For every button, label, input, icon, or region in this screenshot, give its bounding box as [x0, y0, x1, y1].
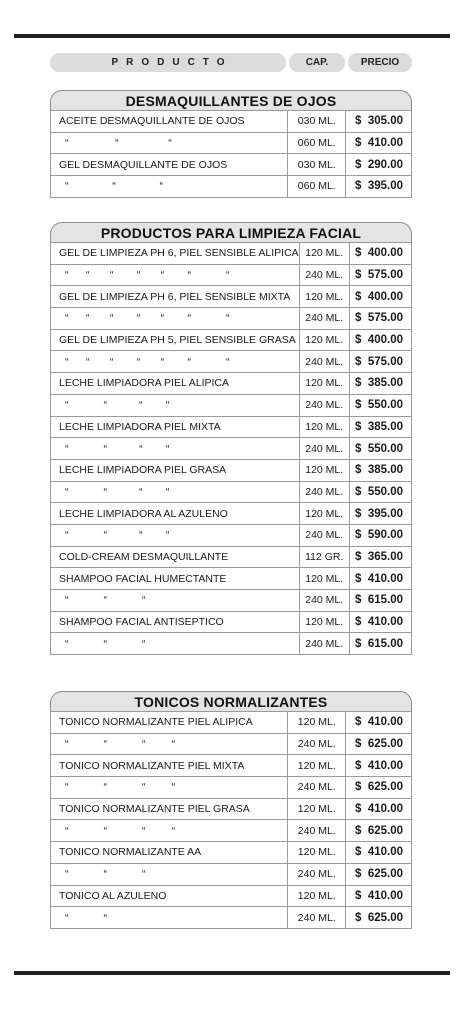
product-name: “ “ “ “	[51, 820, 288, 842]
capacity: 240 ML.	[288, 907, 346, 929]
capacity: 030 ML.	[288, 154, 346, 176]
capacity: 120 ML.	[288, 842, 346, 864]
table-row	[51, 798, 412, 820]
capacity: 120 ML.	[299, 373, 349, 395]
capacity: 120 ML.	[299, 286, 349, 308]
price: $ 410.00	[349, 611, 411, 633]
product-name: “ “ “ “ “ “ “	[51, 308, 300, 330]
product-name: ACEITE DESMAQUILLANTE DE OJOS	[51, 111, 288, 133]
capacity: 240 ML.	[299, 394, 349, 416]
table-row	[51, 176, 412, 198]
price: $ 625.00	[346, 777, 412, 799]
price: $ 365.00	[349, 546, 411, 568]
capacity: 240 ML.	[299, 524, 349, 546]
product-name: LECHE LIMPIADORA PIEL GRASA	[51, 459, 300, 481]
capacity: 240 ML.	[288, 820, 346, 842]
product-name: “ “ “ “	[51, 438, 300, 460]
table-row	[51, 633, 412, 655]
table-row	[51, 885, 412, 907]
capacity: 120 ML.	[299, 503, 349, 525]
capacity: 120 ML.	[299, 416, 349, 438]
table-row	[51, 755, 412, 777]
table-row	[51, 503, 412, 525]
price: $ 550.00	[349, 394, 411, 416]
table-row	[51, 264, 412, 286]
product-name: SHAMPOO FACIAL HUMECTANTE	[51, 568, 300, 590]
capacity: 060 ML.	[288, 176, 346, 198]
capacity: 240 ML.	[299, 590, 349, 612]
header-cap: CAP.	[289, 53, 345, 72]
price: $ 290.00	[346, 154, 412, 176]
capacity: 120 ML.	[299, 459, 349, 481]
header-precio: PRECIO	[348, 53, 412, 72]
product-name: TONICO AL AZULENO	[51, 885, 288, 907]
capacity: 240 ML.	[288, 777, 346, 799]
price: $ 575.00	[349, 264, 411, 286]
table-row	[51, 373, 412, 395]
capacity: 240 ML.	[299, 264, 349, 286]
table-row	[51, 132, 412, 154]
table-row	[51, 712, 412, 734]
product-name: “ “ “ “	[51, 481, 300, 503]
top-rule	[14, 34, 450, 38]
price: $ 410.00	[346, 132, 412, 154]
section-title: TONICOS NORMALIZANTES	[50, 691, 412, 711]
product-name: “ “ “ “ “ “ “	[51, 351, 300, 373]
product-name: “ “ “ “	[51, 733, 288, 755]
price: $ 625.00	[346, 820, 412, 842]
capacity: 240 ML.	[288, 733, 346, 755]
table-row	[51, 863, 412, 885]
product-name: “ “ “ “	[51, 524, 300, 546]
price: $ 575.00	[349, 308, 411, 330]
table-row	[51, 243, 412, 265]
capacity: 240 ML.	[288, 863, 346, 885]
product-name: “ “ “ “	[51, 394, 300, 416]
product-name: “ “ “ “ “ “ “	[51, 264, 300, 286]
product-name: “ “ “	[51, 863, 288, 885]
bottom-rule	[14, 971, 450, 975]
price: $ 395.00	[346, 176, 412, 198]
table-row	[51, 329, 412, 351]
product-name: TONICO NORMALIZANTE PIEL GRASA	[51, 798, 288, 820]
product-name: LECHE LIMPIADORA AL AZULENO	[51, 503, 300, 525]
price: $ 410.00	[346, 798, 412, 820]
price: $ 400.00	[349, 243, 411, 265]
capacity: 030 ML.	[288, 111, 346, 133]
table-row	[51, 351, 412, 373]
capacity: 120 ML.	[299, 568, 349, 590]
price: $ 625.00	[346, 863, 412, 885]
product-name: TONICO NORMALIZANTE AA	[51, 842, 288, 864]
price: $ 590.00	[349, 524, 411, 546]
capacity: 120 ML.	[288, 885, 346, 907]
capacity: 120 ML.	[288, 798, 346, 820]
price: $ 625.00	[346, 733, 412, 755]
price: $ 400.00	[349, 329, 411, 351]
table-row	[51, 568, 412, 590]
capacity: 240 ML.	[299, 481, 349, 503]
price: $ 575.00	[349, 351, 411, 373]
price: $ 625.00	[346, 907, 412, 929]
table-row	[51, 416, 412, 438]
price: $ 615.00	[349, 590, 411, 612]
table-row	[51, 286, 412, 308]
table-row	[51, 524, 412, 546]
capacity: 240 ML.	[299, 308, 349, 330]
price: $ 550.00	[349, 481, 411, 503]
table-row	[51, 907, 412, 929]
price: $ 410.00	[346, 842, 412, 864]
product-name: “ “ “	[51, 633, 300, 655]
table-row	[51, 308, 412, 330]
capacity: 120 ML.	[288, 755, 346, 777]
product-name: “ “ “ “	[51, 777, 288, 799]
capacity: 060 ML.	[288, 132, 346, 154]
price: $ 410.00	[349, 568, 411, 590]
product-name: GEL DE LIMPIEZA PH 5, PIEL SENSIBLE GRASA	[51, 329, 300, 351]
table-row	[51, 842, 412, 864]
product-name: COLD-CREAM DESMAQUILLANTE	[51, 546, 300, 568]
price: $ 385.00	[349, 459, 411, 481]
product-name: LECHE LIMPIADORA PIEL ALIPICA	[51, 373, 300, 395]
product-name: “ “ “	[51, 132, 288, 154]
product-name: GEL DESMAQUILLANTE DE OJOS	[51, 154, 288, 176]
price: $ 550.00	[349, 438, 411, 460]
capacity: 120 ML.	[288, 712, 346, 734]
table-row	[51, 481, 412, 503]
price: $ 385.00	[349, 416, 411, 438]
product-name: TONICO NORMALIZANTE PIEL MIXTA	[51, 755, 288, 777]
table-row	[51, 733, 412, 755]
price-table	[50, 711, 412, 929]
product-name: SHAMPOO FACIAL ANTISEPTICO	[51, 611, 300, 633]
capacity: 240 ML.	[299, 633, 349, 655]
section-desmaquillantes	[50, 90, 412, 198]
section-title: PRODUCTOS PARA LIMPIEZA FACIAL	[50, 222, 412, 242]
product-name: “ “ “	[51, 176, 288, 198]
product-name: GEL DE LIMPIEZA PH 6, PIEL SENSIBLE MIXTA	[51, 286, 300, 308]
capacity: 240 ML.	[299, 351, 349, 373]
capacity: 112 GR.	[299, 546, 349, 568]
price: $ 305.00	[346, 111, 412, 133]
product-name: LECHE LIMPIADORA PIEL MIXTA	[51, 416, 300, 438]
table-row	[51, 546, 412, 568]
capacity: 120 ML.	[299, 611, 349, 633]
product-name: “ “	[51, 907, 288, 929]
section-tonicos	[50, 691, 412, 929]
product-name: GEL DE LIMPIEZA PH 6, PIEL SENSIBLE ALIPICA	[51, 243, 300, 265]
table-row	[51, 590, 412, 612]
table-row	[51, 438, 412, 460]
price: $ 410.00	[346, 755, 412, 777]
price: $ 410.00	[346, 885, 412, 907]
price: $ 385.00	[349, 373, 411, 395]
table-row	[51, 394, 412, 416]
price: $ 400.00	[349, 286, 411, 308]
capacity: 120 ML.	[299, 243, 349, 265]
price-table	[50, 110, 412, 198]
price: $ 410.00	[346, 712, 412, 734]
header-producto: PRODUCTO	[50, 53, 286, 72]
table-row	[51, 820, 412, 842]
price: $ 395.00	[349, 503, 411, 525]
price-table	[50, 242, 412, 655]
capacity: 240 ML.	[299, 438, 349, 460]
table-row	[51, 459, 412, 481]
product-name: TONICO NORMALIZANTE PIEL ALIPICA	[51, 712, 288, 734]
table-row	[51, 777, 412, 799]
table-row	[51, 111, 412, 133]
section-title: DESMAQUILLANTES DE OJOS	[50, 90, 412, 110]
capacity: 120 ML.	[299, 329, 349, 351]
section-limpieza-facial	[50, 222, 412, 655]
table-row	[51, 611, 412, 633]
price: $ 615.00	[349, 633, 411, 655]
table-row	[51, 154, 412, 176]
product-name: “ “ “	[51, 590, 300, 612]
